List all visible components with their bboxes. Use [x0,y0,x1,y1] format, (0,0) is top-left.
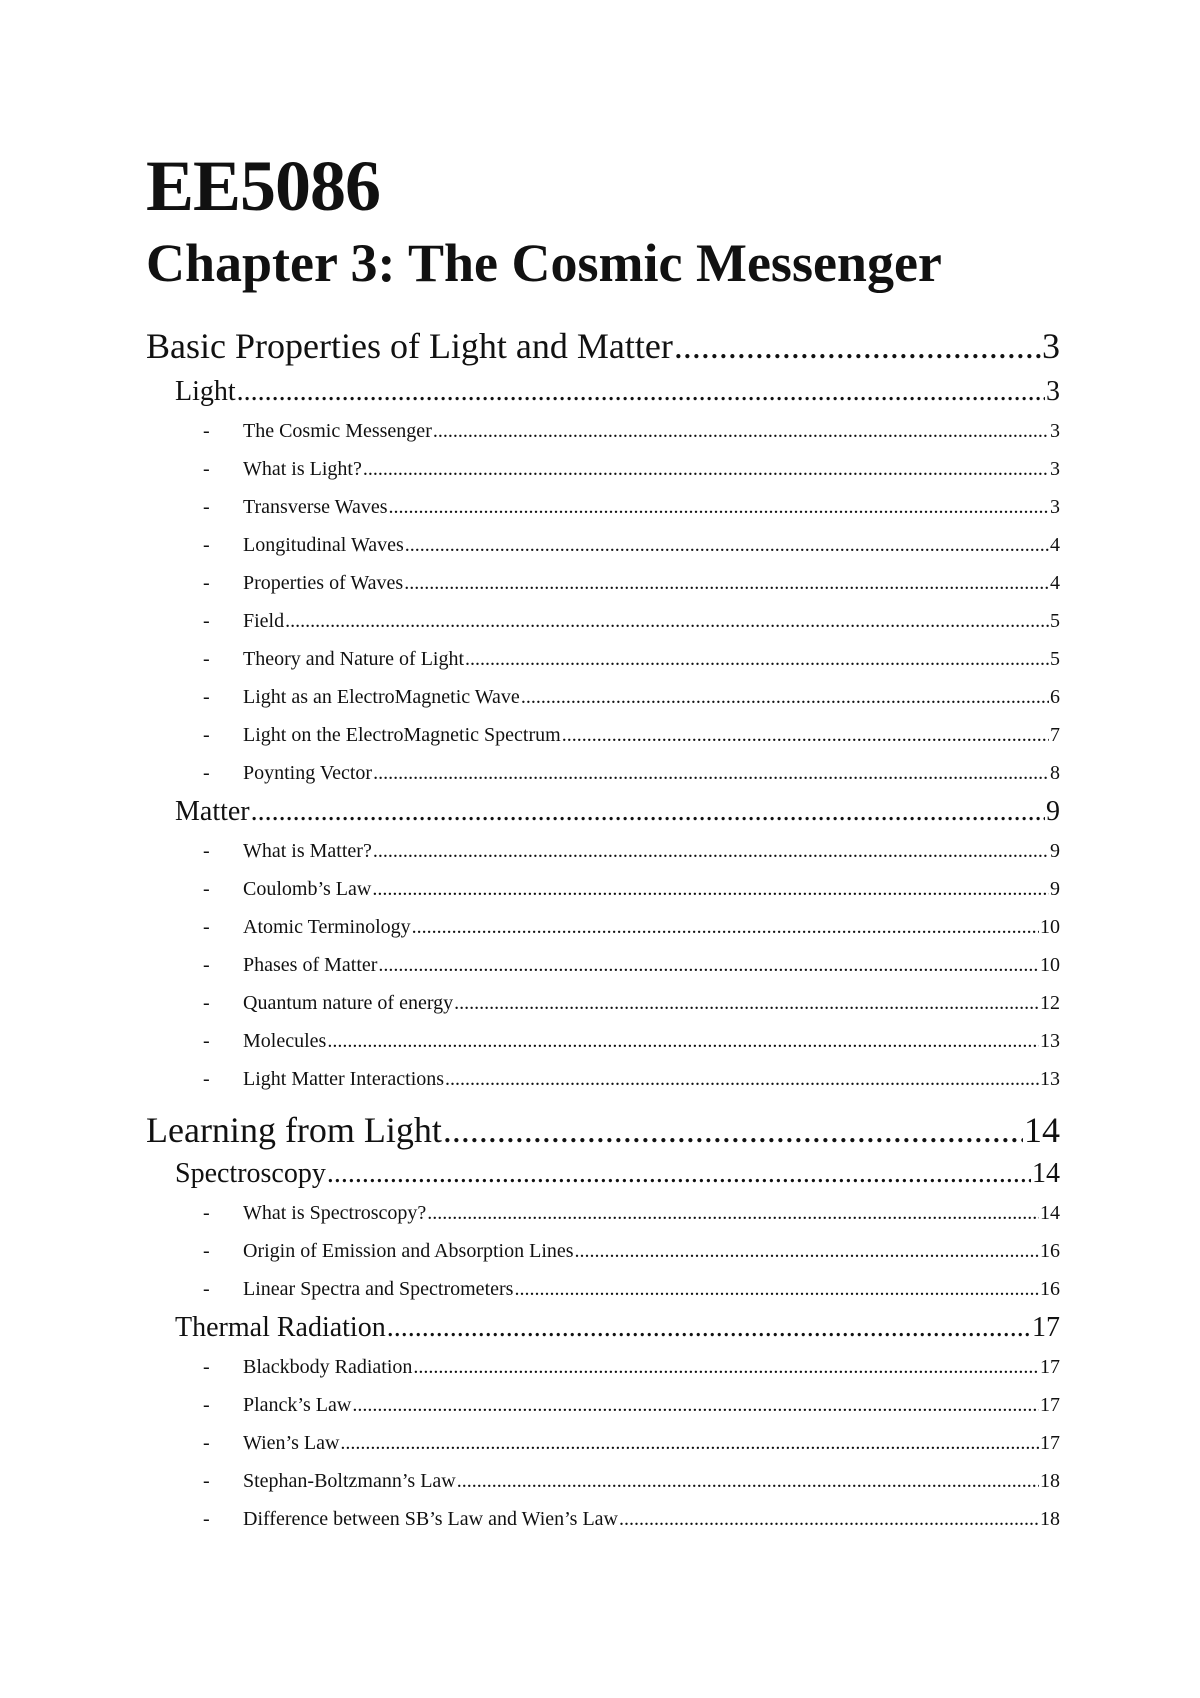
toc-item-title: What is Light? [243,458,362,480]
toc-page-number: 9 [1046,796,1060,827]
toc-item-title: Phases of Matter [243,954,378,976]
toc-page-number: 17 [1040,1394,1060,1416]
toc-page-number: 12 [1040,992,1060,1014]
toc-item-entry[interactable] [146,870,1060,908]
toc-item-entry[interactable] [146,526,1060,564]
bullet-dash: - [203,572,210,594]
toc-page-number: 10 [1040,916,1060,938]
bullet-dash: - [203,916,210,938]
toc-item-title: Quantum nature of energy [243,992,454,1014]
toc-page-number: 18 [1040,1508,1060,1530]
bullet-dash: - [203,1508,210,1530]
toc-item-entry[interactable] [146,1270,1060,1308]
dot-leader [372,870,1049,908]
bullet-dash: - [203,648,210,670]
toc-page-number: 13 [1040,1030,1060,1052]
dot-leader [388,488,1049,526]
toc-subsection-title: Thermal Radiation [175,1312,386,1343]
toc-item-entry[interactable] [146,984,1060,1022]
toc-item-title: Light on the ElectroMagnetic Spectrum [243,724,561,746]
toc-item-title: Difference between SB’s Law and Wien’s Law [243,1508,618,1530]
toc-item-title: What is Spectroscopy? [243,1202,427,1224]
dot-leader [562,716,1049,754]
toc-section-entry[interactable] [146,320,1060,372]
toc-item-entry[interactable] [146,908,1060,946]
toc-page-number: 3 [1042,326,1060,366]
dot-leader [521,678,1049,716]
toc-item-title: Longitudinal Waves [243,534,404,556]
toc-item-title: Wien’s Law [243,1432,340,1454]
dot-leader [413,1348,1039,1386]
dot-leader [387,1308,1031,1348]
toc-item-entry[interactable] [146,564,1060,602]
toc-item-entry[interactable] [146,832,1060,870]
toc-page-number: 3 [1050,420,1060,442]
bullet-dash: - [203,762,210,784]
toc-page-number: 3 [1050,458,1060,480]
toc-item-entry[interactable] [146,1022,1060,1060]
toc-page-number: 14 [1040,1202,1060,1224]
toc-subsection-entry[interactable] [146,1154,1060,1194]
toc-subsection-title: Light [175,376,236,407]
toc-item-entry[interactable] [146,1500,1060,1538]
dot-leader [352,1386,1039,1424]
dot-leader [404,564,1049,602]
bullet-dash: - [203,954,210,976]
bullet-dash: - [203,1356,210,1378]
dot-leader [457,1462,1039,1500]
toc-item-title: Linear Spectra and Spectrometers [243,1278,514,1300]
toc-item-title: Atomic Terminology [243,916,411,938]
toc-section-entry[interactable] [146,1104,1060,1154]
toc-page-number: 4 [1050,534,1060,556]
bullet-dash: - [203,686,210,708]
dot-leader [433,412,1049,450]
toc-item-title: Molecules [243,1030,327,1052]
bullet-dash: - [203,724,210,746]
dot-leader [327,1022,1039,1060]
bullet-dash: - [203,610,210,632]
dot-leader [427,1194,1039,1232]
toc-item-title: Theory and Nature of Light [243,648,465,670]
dot-leader [237,372,1045,412]
toc-item-entry[interactable] [146,1232,1060,1270]
dot-leader [514,1270,1039,1308]
toc-item-title: Stephan-Boltzmann’s Law [243,1470,456,1492]
toc-item-entry[interactable] [146,754,1060,792]
toc-subsection-entry[interactable] [146,792,1060,832]
dot-leader [373,832,1049,870]
toc-page-number: 5 [1050,610,1060,632]
bullet-dash: - [203,1240,210,1262]
bullet-dash: - [203,1394,210,1416]
bullet-dash: - [203,1030,210,1052]
toc-page-number: 17 [1032,1312,1060,1343]
toc-item-entry[interactable] [146,1060,1060,1098]
toc-item-entry[interactable] [146,1386,1060,1424]
toc-page-number: 3 [1050,496,1060,518]
bullet-dash: - [203,878,210,900]
toc-item-entry[interactable] [146,1348,1060,1386]
toc-page-number: 9 [1050,878,1060,900]
document-page [146,146,1060,1538]
toc-item-title: Blackbody Radiation [243,1356,413,1378]
toc-page-number: 6 [1050,686,1060,708]
toc-item-entry[interactable] [146,450,1060,488]
toc-item-title: Properties of Waves [243,572,404,594]
toc-page-number: 17 [1040,1356,1060,1378]
toc-item-entry[interactable] [146,716,1060,754]
course-code: EE5086 [146,146,381,226]
toc-page-number: 17 [1040,1432,1060,1454]
toc-page-number: 14 [1024,1110,1060,1150]
toc-section-title: Learning from Light [146,1110,442,1150]
bullet-dash: - [203,458,210,480]
toc-item-entry[interactable] [146,412,1060,450]
bullet-dash: - [203,840,210,862]
toc-item-title: Coulomb’s Law [243,878,372,900]
toc-item-entry[interactable] [146,1194,1060,1232]
dot-leader [340,1424,1039,1462]
bullet-dash: - [203,1202,210,1224]
dot-leader [575,1232,1039,1270]
bullet-dash: - [203,1278,210,1300]
toc-page-number: 9 [1050,840,1060,862]
toc-page-number: 13 [1040,1068,1060,1090]
bullet-dash: - [203,420,210,442]
toc-page-number: 7 [1050,724,1060,746]
toc-subsection-title: Matter [175,796,250,827]
toc-item-title: What is Matter? [243,840,372,862]
toc-item-title: Poynting Vector [243,762,373,784]
toc-item-entry[interactable] [146,946,1060,984]
toc-page-number: 16 [1040,1278,1060,1300]
toc-page-number: 18 [1040,1470,1060,1492]
dot-leader [465,640,1049,678]
toc-page-number: 8 [1050,762,1060,784]
dot-leader [327,1154,1031,1194]
dot-leader [251,792,1045,832]
toc-page-number: 3 [1046,376,1060,407]
dot-leader [619,1500,1039,1538]
dot-leader [363,450,1049,488]
toc-item-title: The Cosmic Messenger [243,420,432,442]
bullet-dash: - [203,496,210,518]
chapter-title: Chapter 3: The Cosmic Messenger [146,233,942,293]
bullet-dash: - [203,534,210,556]
toc-item-entry[interactable] [146,602,1060,640]
dot-leader [445,1060,1039,1098]
toc-page-number: 14 [1032,1158,1060,1189]
toc-item-entry[interactable] [146,678,1060,716]
toc-item-title: Origin of Emission and Absorption Lines [243,1240,574,1262]
table-of-contents [146,320,1060,1538]
toc-page-number: 10 [1040,954,1060,976]
toc-item-entry[interactable] [146,640,1060,678]
dot-leader [378,946,1039,984]
bullet-dash: - [203,1470,210,1492]
toc-item-title: Light Matter Interactions [243,1068,445,1090]
bullet-dash: - [203,1068,210,1090]
dot-leader [443,1104,1023,1154]
dot-leader [674,320,1041,372]
toc-item-entry[interactable] [146,1462,1060,1500]
toc-page-number: 4 [1050,572,1060,594]
dot-leader [412,908,1039,946]
toc-item-entry[interactable] [146,1424,1060,1462]
dot-leader [454,984,1039,1022]
bullet-dash: - [203,992,210,1014]
dot-leader [285,602,1049,640]
toc-item-entry[interactable] [146,488,1060,526]
toc-section-title: Basic Properties of Light and Matter [146,326,673,366]
bullet-dash: - [203,1432,210,1454]
toc-item-title: Light as an ElectroMagnetic Wave [243,686,520,708]
toc-item-title: Transverse Waves [243,496,388,518]
toc-item-title: Field [243,610,285,632]
toc-page-number: 16 [1040,1240,1060,1262]
dot-leader [373,754,1049,792]
toc-subsection-entry[interactable] [146,372,1060,412]
dot-leader [405,526,1049,564]
toc-subsection-entry[interactable] [146,1308,1060,1348]
toc-subsection-title: Spectroscopy [175,1158,326,1189]
toc-item-title: Planck’s Law [243,1394,352,1416]
toc-page-number: 5 [1050,648,1060,670]
